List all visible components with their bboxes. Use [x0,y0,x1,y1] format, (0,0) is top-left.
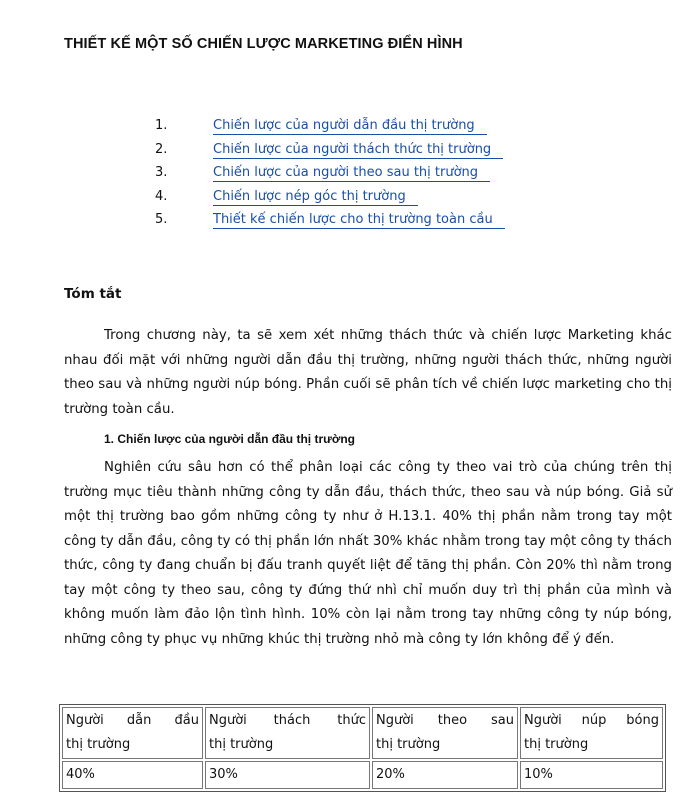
table-header-cell [520,707,663,759]
market-share-table [59,704,666,792]
header-line: thị trường [209,737,274,752]
table-cell: 20% [372,761,518,789]
toc-number: 4. [155,188,168,204]
header-line: Người dẫn đầu [66,713,199,728]
header-line: Người theo sau [376,713,514,728]
table-of-contents [155,118,555,236]
toc-link-challenger-strategy[interactable]: Chiến lược của người thách thức thị trường [213,142,503,159]
toc-number: 5. [155,212,168,227]
toc-item-1 [155,118,555,142]
table-header-cell [205,707,370,759]
toc-number: 1. [155,118,168,133]
toc-link-leader-strategy[interactable]: Chiến lược của người dẫn đầu thị trường [213,118,487,135]
toc-item-3 [155,165,555,189]
table-header-cell [372,707,518,759]
toc-link-niche-strategy[interactable]: Chiến lược nép góc thị trường [213,189,418,206]
document-title: THIẾT KẾ MỘT SỐ CHIẾN LƯỢC MARKETING ĐIỂN HÌNH [64,36,463,52]
header-line: thị trường [66,737,131,752]
header-line: Người núp bóng [524,713,659,728]
table-cell: 10% [520,761,663,789]
toc-item-2 [155,142,555,166]
table-header-cell [62,707,203,759]
table-cell: 30% [205,761,370,789]
header-line: Người thách thức [209,713,366,728]
toc-item-4 [155,189,555,213]
table-header-row [62,707,663,759]
summary-heading: Tóm tắt [64,286,122,302]
header-line: thị trường [376,737,441,752]
toc-link-follower-strategy[interactable]: Chiến lược của người theo sau thị trường [213,165,490,182]
header-line: thị trường [524,737,589,752]
table-row [62,761,663,789]
toc-item-5 [155,212,555,236]
section-paragraph: Nghiên cứu sâu hơn có thể phân loại các công ty theo vai trò của chúng trên thị trường mục tiêu thành những công ty dẫn đầu, thách thức, theo sau và núp bóng. Giả sử một thị trường bao gồm những công ty như ở H.13.1. 40% thị phần nằm trong tay một công ty dẫn đầu, công ty có thị phần lớn nhất 30% khác nhằm trong tay một công ty thách thức, công ty đang chuẩn bị đấu tranh quyết liệt để tăng thị phần. Còn 20% thì nằm trong tay một công ty theo sau, công ty đứng thứ nhì chỉ muốn duy trì thị phần của mình và không muốn làm đảo lộn tình hình. 10% còn lại nằm trong tay những công ty núp bóng, những công ty phục vụ những khúc thị trường nhỏ mà công ty lớn không để ý đến. [64,460,672,647]
toc-link-global-strategy[interactable]: Thiết kế chiến lược cho thị trường toàn cầu [213,212,505,229]
summary-paragraph: Trong chương này, ta sẽ xem xét những thách thức và chiến lược Marketing khác nhau đối mặt với những người dẫn đầu thị trường, những người thách thức, những người theo sau và những người núp bóng. Phần cuối sẽ phân tích về chiến lược marketing cho thị trường toàn cầu. [64,328,672,417]
toc-number: 2. [155,141,168,157]
table-cell: 40% [62,761,203,789]
section-heading: 1. Chiến lược của người dẫn đầu thị trường [104,432,356,446]
toc-number: 3. [155,165,168,180]
